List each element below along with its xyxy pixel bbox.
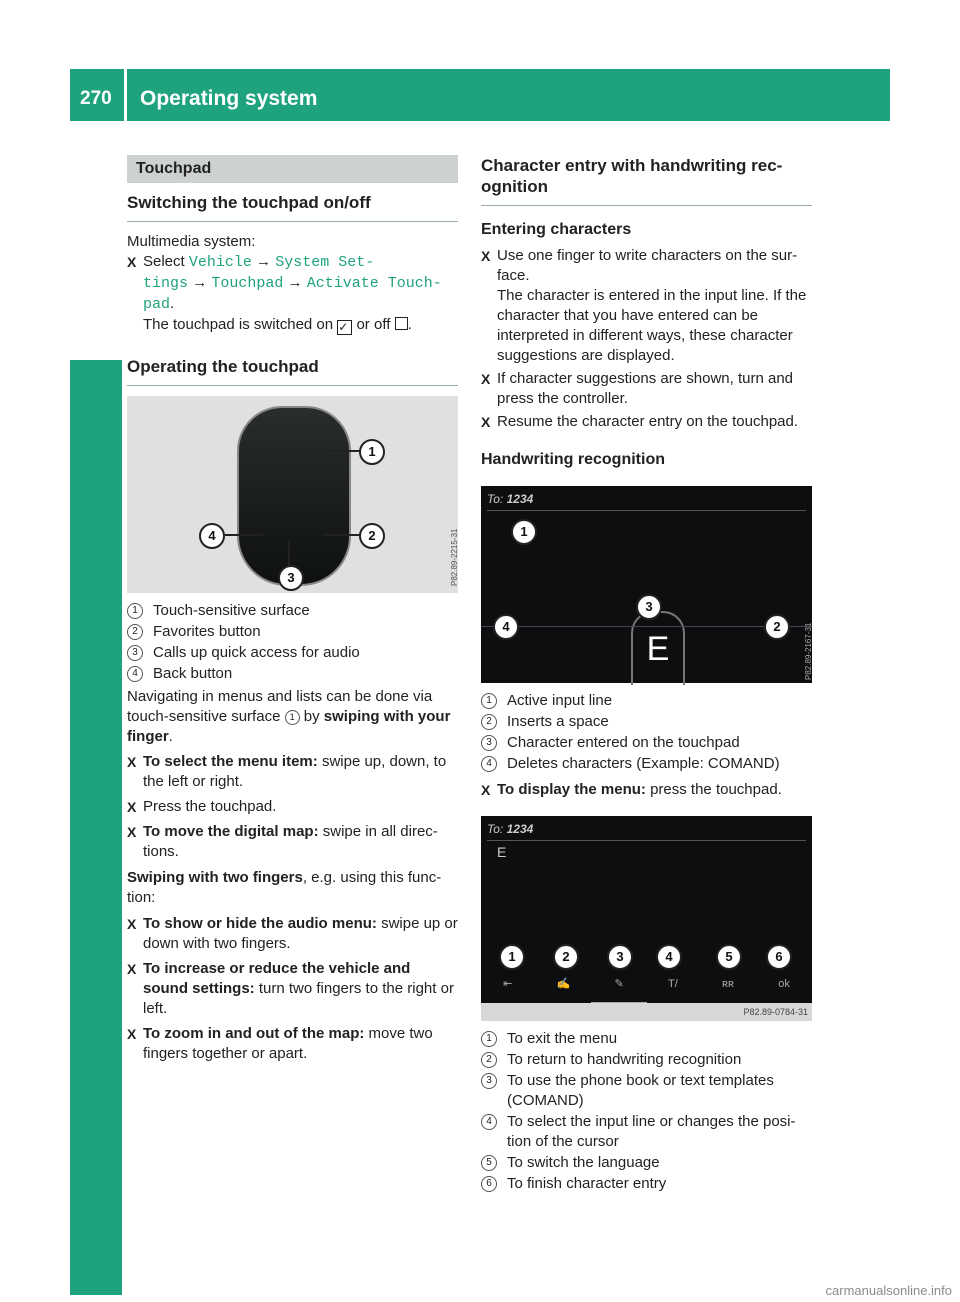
legend-item: 1 Touch-sensitive surface [127, 601, 458, 621]
legend-item: 4 To select the input line or changes the posi- tion of the cursor [481, 1112, 812, 1152]
legend-item: 5 To switch the language [481, 1153, 812, 1173]
legend-item: 1 To exit the menu [481, 1029, 812, 1049]
legend-item: 2 To return to handwriting recognition [481, 1050, 812, 1070]
heading-handwriting: Handwriting recognition [481, 451, 665, 468]
figure-code: P82.89-2167-31 [804, 622, 813, 680]
callout-3: 3 [607, 944, 633, 970]
figure-code: P82.89-2215-31 [450, 528, 459, 586]
step-audio: X To show or hide the audio menu: swipe up or down with two fingers. [127, 914, 458, 954]
path-activate-a: Activate Touch- [306, 275, 442, 292]
callout-2: 2 [359, 523, 385, 549]
legend-item: 2 Favorites button [127, 622, 458, 642]
handwriting-screen-figure [481, 486, 812, 683]
step-display-menu: X To display the menu: press the touchpad. [481, 780, 812, 800]
page-title: Operating system [140, 87, 318, 110]
menu-screen-figure [481, 816, 812, 1021]
heading-character-entry: Character entry with handwriting rec- ognition [481, 155, 812, 206]
leader-line [322, 450, 360, 452]
step-resume: X Resume the character entry on the touchpad. [481, 412, 812, 432]
nav-paragraph: Navigating in menus and lists can be done via touch-sensitive surface 1 by swiping with your finger. [127, 688, 451, 745]
language-icon: ʀʀ [722, 978, 734, 990]
arrow: → [256, 253, 272, 270]
leader-line [322, 534, 360, 536]
menu-icon-row [481, 974, 812, 994]
callout-3: 3 [636, 594, 662, 620]
input-line: To: 1234 [487, 488, 806, 511]
legend-item: 2 Inserts a space [481, 712, 812, 732]
callout-4: 4 [493, 614, 519, 640]
cursor-icon: T/ [668, 978, 678, 990]
entered-letter: E [497, 844, 507, 860]
path-activate-b: pad [143, 296, 171, 313]
callout-4: 4 [656, 944, 682, 970]
step-write: X Use one finger to write characters on the sur- face. The character is entered in the input line. If the character that you have entered can be interpreted in different ways, these character suggestions are displayed. [481, 246, 812, 366]
side-tab-label: Multimedia system [83, 439, 108, 637]
legend-item: 1 Active input line [481, 691, 812, 711]
ok-icon: ok [778, 978, 790, 990]
callout-4: 4 [199, 523, 225, 549]
path-touchpad: Touchpad [211, 275, 284, 292]
step-suggestions: X If character suggestions are shown, turn and press the controller. [481, 369, 812, 409]
touchpad-device [237, 406, 351, 586]
input-line: To: 1234 [487, 818, 806, 841]
header-divider [124, 69, 127, 121]
callout-2: 2 [764, 614, 790, 640]
callout-5: 5 [716, 944, 742, 970]
legend-item: 4 Back button [127, 664, 458, 684]
step-press: X Press the touchpad. [127, 797, 458, 817]
leader-line [288, 541, 290, 566]
step-select-path: X Select Vehicle → System Set- tings → Touchpad → Activate Touch- pad. The touchpad is switched on ✓ or off . [127, 252, 458, 335]
step-select-item: X To select the menu item: swipe up, down, to the left or right. [127, 752, 458, 792]
figure-code: P82.89-0784-31 [481, 1003, 812, 1021]
left-column [127, 155, 458, 1064]
two-fingers-paragraph: Swiping with two fingers, e.g. using this func- tion: [127, 869, 442, 906]
handwriting-pad: E [631, 611, 685, 685]
touchpad-figure [127, 396, 458, 593]
heading-entering: Entering characters [481, 221, 632, 238]
right-column [481, 155, 812, 1194]
callout-1: 1 [499, 944, 525, 970]
exit-icon: ⇤ [503, 978, 513, 990]
legend-item: 6 To finish character entry [481, 1174, 812, 1194]
page-number: 270 [80, 88, 112, 109]
callout-1: 1 [511, 519, 537, 545]
divider-line [481, 626, 812, 627]
or-off-text: or off [356, 316, 391, 333]
path-system-settings-a: System Set- [275, 254, 375, 271]
leader-line [225, 534, 263, 536]
pen-icon: ✎ [614, 978, 624, 990]
legend-item: 3 To use the phone book or text templates (COMAND) [481, 1071, 812, 1111]
step-zoom: X To zoom in and out of the map: move two fingers together or apart. [127, 1024, 458, 1064]
checkbox-empty-icon [395, 317, 408, 330]
checkbox-checked-icon: ✓ [337, 320, 352, 335]
heading-switching: Switching the touchpad on/off [127, 193, 458, 222]
legend-item: 3 Calls up quick access for audio [127, 643, 458, 663]
callout-2: 2 [553, 944, 579, 970]
step-move-map: X To move the digital map: swipe in all direc- tions. [127, 822, 458, 862]
heading-operating: Operating the touchpad [127, 357, 458, 386]
path-system-settings-b: tings [143, 275, 189, 292]
callout-1: 1 [359, 439, 385, 465]
mm-system-text: Multimedia system: [127, 233, 256, 250]
callout-3: 3 [278, 565, 304, 591]
path-vehicle: Vehicle [188, 254, 252, 271]
section-bar-touchpad: Touchpad [127, 155, 458, 183]
switched-text: The touchpad is switched on [143, 316, 334, 333]
arrow: → [287, 274, 303, 291]
callout-6: 6 [766, 944, 792, 970]
legend-item: 3 Character entered on the touchpad [481, 733, 812, 753]
legend-item: 4 Deletes characters (Example: COMAND) [481, 754, 812, 774]
select-prefix: Select [143, 253, 189, 270]
watermark: carmanualsonline.info [825, 1283, 952, 1298]
handwriting-icon: ✍ [556, 978, 571, 990]
step-vehicle: X To increase or reduce the vehicle and sound settings: turn two fingers to the right or left. [127, 959, 458, 1019]
arrow: → [192, 274, 208, 291]
period: . [170, 295, 175, 312]
